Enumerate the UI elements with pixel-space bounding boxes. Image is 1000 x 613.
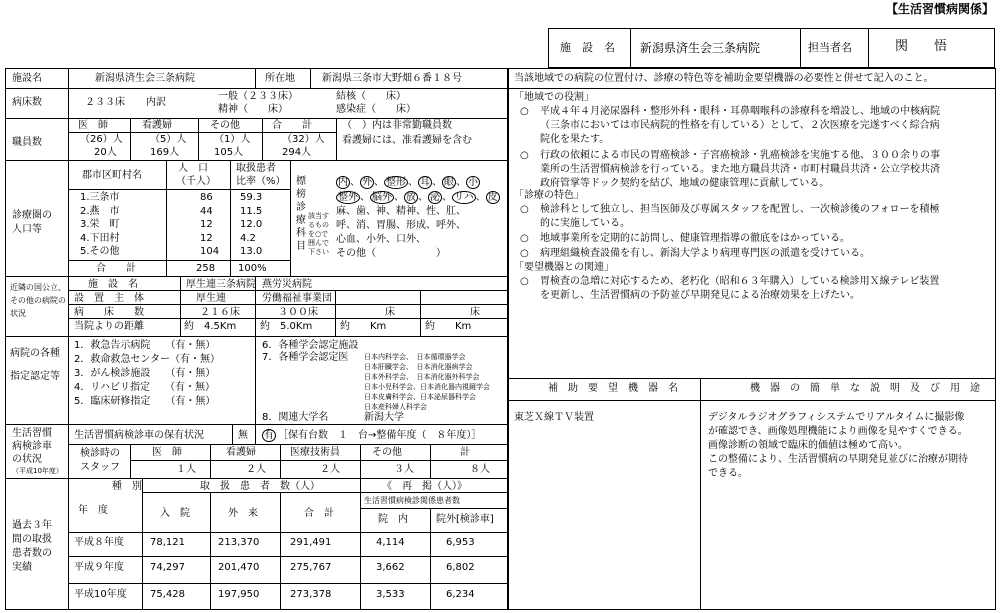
person-label: 担当者名 [808,41,852,54]
past-label-2: 間の取扱 [12,534,52,545]
feature-3-line: 病理組織検査設備を有し、新潟大学より病理専門医の派遣を受けている。 [540,248,870,259]
past-row-total: 291,491 [290,537,332,548]
role-1-line: 平成４年４月泌尿器科・整形外科・眼科・耳鼻咽喉科の診療科を増設し、地域の中核病院 [540,106,940,117]
lifestyle-label-2: 病検診車 [12,441,52,452]
staff-h-total: 合 計 [272,120,312,131]
nearby-h-name: 施 設 名 [88,279,138,290]
area-row-name: 2.燕 市 [80,205,120,217]
area-total-ratio: 100% [238,263,267,274]
staff-note1: （ ）内は非常勤職員数 [342,120,452,131]
staff-label: 職員数 [12,137,42,148]
designation-item-1: 1．救急告示病院 （有・無） [74,340,216,351]
nearby-h-owner: 設 置 主 体 [74,293,144,304]
past-h-in: 入 院 [160,508,190,519]
area-row-ratio: 4.2 [240,232,256,244]
nearby-owner1: 厚生連 [196,293,226,304]
subj-note: 該当するものを○で囲んで下さい [308,212,329,256]
nearby-name2: 燕労災病院 [262,279,312,290]
facility-value: 新潟県済生会三条病院 [640,41,761,55]
facility-name: 新潟県済生会三条病院 [95,73,195,84]
area-row-name: 1.三条市 [80,192,120,203]
society-4: 日本小児科学会、日本消化器内視鏡学会 [364,383,490,391]
nearby-beds1: ２１６床 [200,307,240,318]
society-5: 日本皮膚科学会、日本泌尿器科学会 [364,393,476,401]
subj-line5: 心血、小外、口外、 [336,234,426,245]
beds-label: 病床数 [12,97,42,108]
ls-h-nurse: 看護婦 [226,447,256,458]
facility-name-label: 施設名 [12,73,42,84]
area-h-city: 郡市区町村名 [82,170,142,181]
ls-v-tech: ２人 [320,464,340,475]
subj-line3: 麻、歯、神、精神、性、肛、 [336,206,466,217]
designation-item-6: 6．各種学会認定施設 [262,340,359,351]
designation-label-2: 指定認定等 [10,371,60,382]
relation-1-line: 胃検査の急増に対応するため、老朽化（昭和６３年購入）している検診用Ｘ線テレビ装置 [540,276,940,287]
eq-desc-3: 画像診断の領域で臨床的価値は極めて高い。 [708,440,908,451]
beds-breakdown-label: 内訳 [146,97,166,108]
past-row-in: 78,121 [150,537,185,548]
nearby-label: 近隣の国公立、その他の病院の状況 [10,283,66,318]
past-row-in: 74,297 [150,562,185,573]
designation-item-2: 2．救命救急センター（有・無） [74,354,220,365]
past-row-lin: 3,662 [376,562,405,573]
past-h-remark: 《 再 掲（人）》 [382,481,467,492]
area-row-ratio: 13.0 [240,246,263,257]
past-row-out: 201,470 [218,562,260,573]
eq-desc-4: この整備により、生活習慣病の早期発見並びに治療が期待 [708,454,968,465]
society-2: 日本肝臓学会、 日本消化器病学会 [364,363,473,371]
area-row-pop: 44 [200,205,213,217]
feature-1-line: 検診科として独立し、担当医師及び専属スタッフを配置し、一次検診後のフォローを積極 [540,204,940,215]
area-h-ratio2: 比率（%） [236,176,286,187]
staff-r2-total: 294人 [282,147,312,158]
past-row-lout: 6,234 [446,589,475,600]
feature-2-line: 地域事業所を定期的に訪問し、健康管理指導の徹底をはかっている。 [540,233,850,244]
society-1: 日本内科学会、 日本循環器学会 [364,353,466,361]
section-features: 「診療の特色」 [514,190,584,201]
staff-r1-nurse: （5）人 [150,134,187,145]
lifestyle-label-4: （平成10年度） [12,467,63,475]
facility-label: 施 設 名 [560,41,615,54]
ls-v-doctor: １人 [176,464,196,475]
staff-r2-nurse: 169人 [150,147,180,158]
ls-h-other: その他 [372,447,402,458]
person-value: 関 悟 [895,39,948,54]
area-row-pop: 12 [200,232,213,244]
past-label-3: 患者数の [12,548,52,559]
lifestyle-staff-label-1: 検診時の [80,448,120,459]
past-label-4: 実績 [12,562,32,573]
lifestyle-staff-label-2: スタッフ [80,462,120,473]
staff-r1-other: （1）人 [214,134,251,145]
role-2-line: 行政の依頼による市民の胃癌検診・子宮癌検診・乳癌検診を実施する他、３００余りの事 [540,150,940,161]
beds-total: ２３３床 [85,97,125,108]
subj-line6: その他（ ） [336,248,446,259]
car-detail: ［保有台数 １ 台→整備年度（ ８年度）］ [278,430,482,441]
role-1-line: 院化を果たす。 [540,134,610,145]
left-panel [5,68,508,610]
area-h-ratio1: 取扱患者 [236,163,276,174]
lifestyle-label-3: の状況 [12,454,42,465]
designation-item-5: 5．臨床研修指定 （有・無） [74,396,216,407]
past-row-out: 197,950 [218,589,260,600]
designation-item-7: 7．各種学会認定医 [262,352,349,363]
past-row-year: 平成９年度 [74,562,124,573]
car-yes: 有 [264,430,274,441]
area-total-pop: 258 [196,263,216,274]
staff-h-other: その他 [210,120,240,131]
beds-infect: 感染症（ 床） [336,104,416,115]
designation-item-3: 3．がん検診施設 （有・無） [74,368,216,379]
area-row-name: 5.その他 [80,246,120,257]
area-label-2: 人口等 [12,224,42,235]
beds-tb: 結核（ 床） [336,91,406,102]
category-label: 【生活習慣病関係】 [885,2,994,16]
past-h-year: 年 度 [78,505,108,516]
past-h-lout: 院外[検診車] [436,514,494,525]
relation-1-bullet: ○ [520,276,529,287]
subj-line4: 呼、消、胃腸、形成、呼外、 [336,220,466,231]
society-3: 日本外科学会、 日本消化器外科学会 [364,373,480,381]
eq-name: 東芝Ｘ線ＴＶ装置 [514,412,594,423]
nearby-h-dist: 当院よりの距離 [74,321,144,332]
role-1-bullet: ○ [520,106,529,117]
staff-r1-doctor: （26）人 [80,134,123,145]
past-row-lin: 4,114 [376,537,405,548]
staff-note2: 看護婦には、准看護婦を含む [342,135,472,146]
section-regional-role: 「地域での役割」 [514,92,594,103]
right-intro: 当該地域での病院の位置付け、診療の特色等を補助金要望機器の必要性と併せて記入のこと。 [514,73,934,84]
past-row-lout: 6,802 [446,562,475,573]
nearby-h-beds: 病 床 数 [74,307,144,318]
past-label-1: 過去３年 [12,520,52,531]
area-row-pop: 12 [200,219,213,230]
past-h-kind: 種 別 [112,481,142,492]
designation-label-1: 病院の各種 [10,348,60,359]
staff-h-doctor: 医 師 [78,120,108,131]
car-none: 無 [238,430,248,441]
past-row-lin: 3,533 [376,589,405,600]
ls-h-total: 計 [460,447,470,458]
staff-h-nurse: 看護婦 [142,120,172,131]
area-row-pop: 104 [200,246,220,257]
section-equipment-relation: 「要望機器との関連」 [514,262,614,273]
area-row-pop: 86 [200,192,213,203]
past-h-lin: 院 内 [378,514,408,525]
past-row-year: 平成10年度 [74,589,127,600]
area-row-ratio: 11.5 [240,205,263,217]
area-row-ratio: 12.0 [240,219,263,230]
eq-h-name: 補 助 要 望 機 器 名 [548,383,678,394]
nearby-dist2: 約 5.0Km [260,321,313,332]
feature-3-bullet: ○ [520,248,529,259]
address-label: 所在地 [265,73,295,84]
nearby-owner2: 労働福祉事業団 [262,293,332,304]
area-row-name: 4.下田村 [80,232,120,244]
feature-1-bullet: ○ [520,204,529,215]
nearby-dist4: 約 Km [425,321,472,332]
eq-h-desc: 機 器 の 簡 単 な 説 明 及 び 用 途 [750,383,980,394]
society-6: 日本産科婦人科学会 [364,403,427,411]
role-2-bullet: ○ [520,150,529,161]
nearby-beds2: ３００床 [278,307,318,318]
nearby-beds4: 床 [470,307,480,318]
ls-v-other: ３人 [394,464,414,475]
past-row-lout: 6,953 [446,537,475,548]
past-h-patients: 取 扱 患 者 数（人） [200,481,320,492]
feature-2-bullet: ○ [520,233,529,244]
eq-desc-5: できる。 [708,468,748,479]
designation-item-4: 4．リハビリ指定 （有・無） [74,382,216,393]
feature-1-line: 的に実施している。 [540,218,630,229]
area-total-label: 合 計 [96,263,136,274]
address: 新潟県三条市大野畑６番１８号 [322,73,462,84]
ls-h-doctor: 医 師 [152,447,182,458]
nearby-beds3: 床 [385,307,395,318]
past-h-out: 外 来 [228,508,258,519]
nearby-dist3: 約 Km [340,321,387,332]
beds-mental: 精神（ 床） [218,104,288,115]
car-label: 生活習慣病検診車の保有状況 [74,430,204,441]
eq-desc-1: デジタルラジオグラフィシステムでリアルタイムに撮影像 [708,412,965,423]
area-h-pop2: （千人） [176,176,216,187]
nearby-name1: 厚生連三条病院 [186,279,256,290]
past-row-year: 平成８年度 [74,537,124,548]
subj-label: 標榜診療科目 [296,176,306,252]
designation-item-8: 8．関連大学名 [262,412,329,423]
past-row-total: 275,767 [290,562,332,573]
past-row-total: 273,378 [290,589,332,600]
beds-general: 一般（２３３床） [218,91,298,102]
role-2-line: 政府管掌等ドック契約を結び、地域の健康管理に貢献している。 [540,178,830,189]
area-row-ratio: 59.3 [240,192,263,203]
area-h-pop1: 人 口 [178,163,208,174]
staff-r1-total: （32）人 [282,134,325,145]
past-h-lifestyle: 生活習慣病検診関係患者数 [364,496,460,505]
ls-v-nurse: ２人 [246,464,266,475]
subj-line2: 整外 、 脳外 、 放 、 泌 、 リハ 、 皮 [338,192,498,203]
past-row-out: 213,370 [218,537,260,548]
ls-h-tech: 医療技術員 [290,447,340,458]
eq-desc-2: が確認でき、画像処理機能により画像を見やすくできる。 [708,426,968,437]
area-label-1: 診療圏の [12,210,52,221]
nearby-dist1: 約 4.5Km [184,321,237,332]
staff-r2-doctor: 20人 [94,147,117,158]
ls-v-total: ８人 [470,464,490,475]
subj-line1: 内 、 外 、 整形 、 耳 、 眼 、 小 [338,177,478,188]
role-1-line: （三条市においては市民病院的性格を有している）として、２次医療を完遂すべく綜合病 [540,120,940,131]
past-row-in: 75,428 [150,589,185,600]
past-h-total: 合 計 [304,508,334,519]
university: 新潟大学 [364,412,404,423]
relation-1-line: を更新し、生活習慣病の予防並び早期発見による治療効果を上げたい。 [540,290,860,301]
lifestyle-label-1: 生活習慣 [12,428,52,439]
role-2-line: 業所の生活習慣病検診を行っている。また地方職員共済・市町村職員共済・公立学校共済 [540,164,940,175]
staff-r2-other: 105人 [214,147,244,158]
area-row-name: 3.栄 町 [80,219,120,230]
